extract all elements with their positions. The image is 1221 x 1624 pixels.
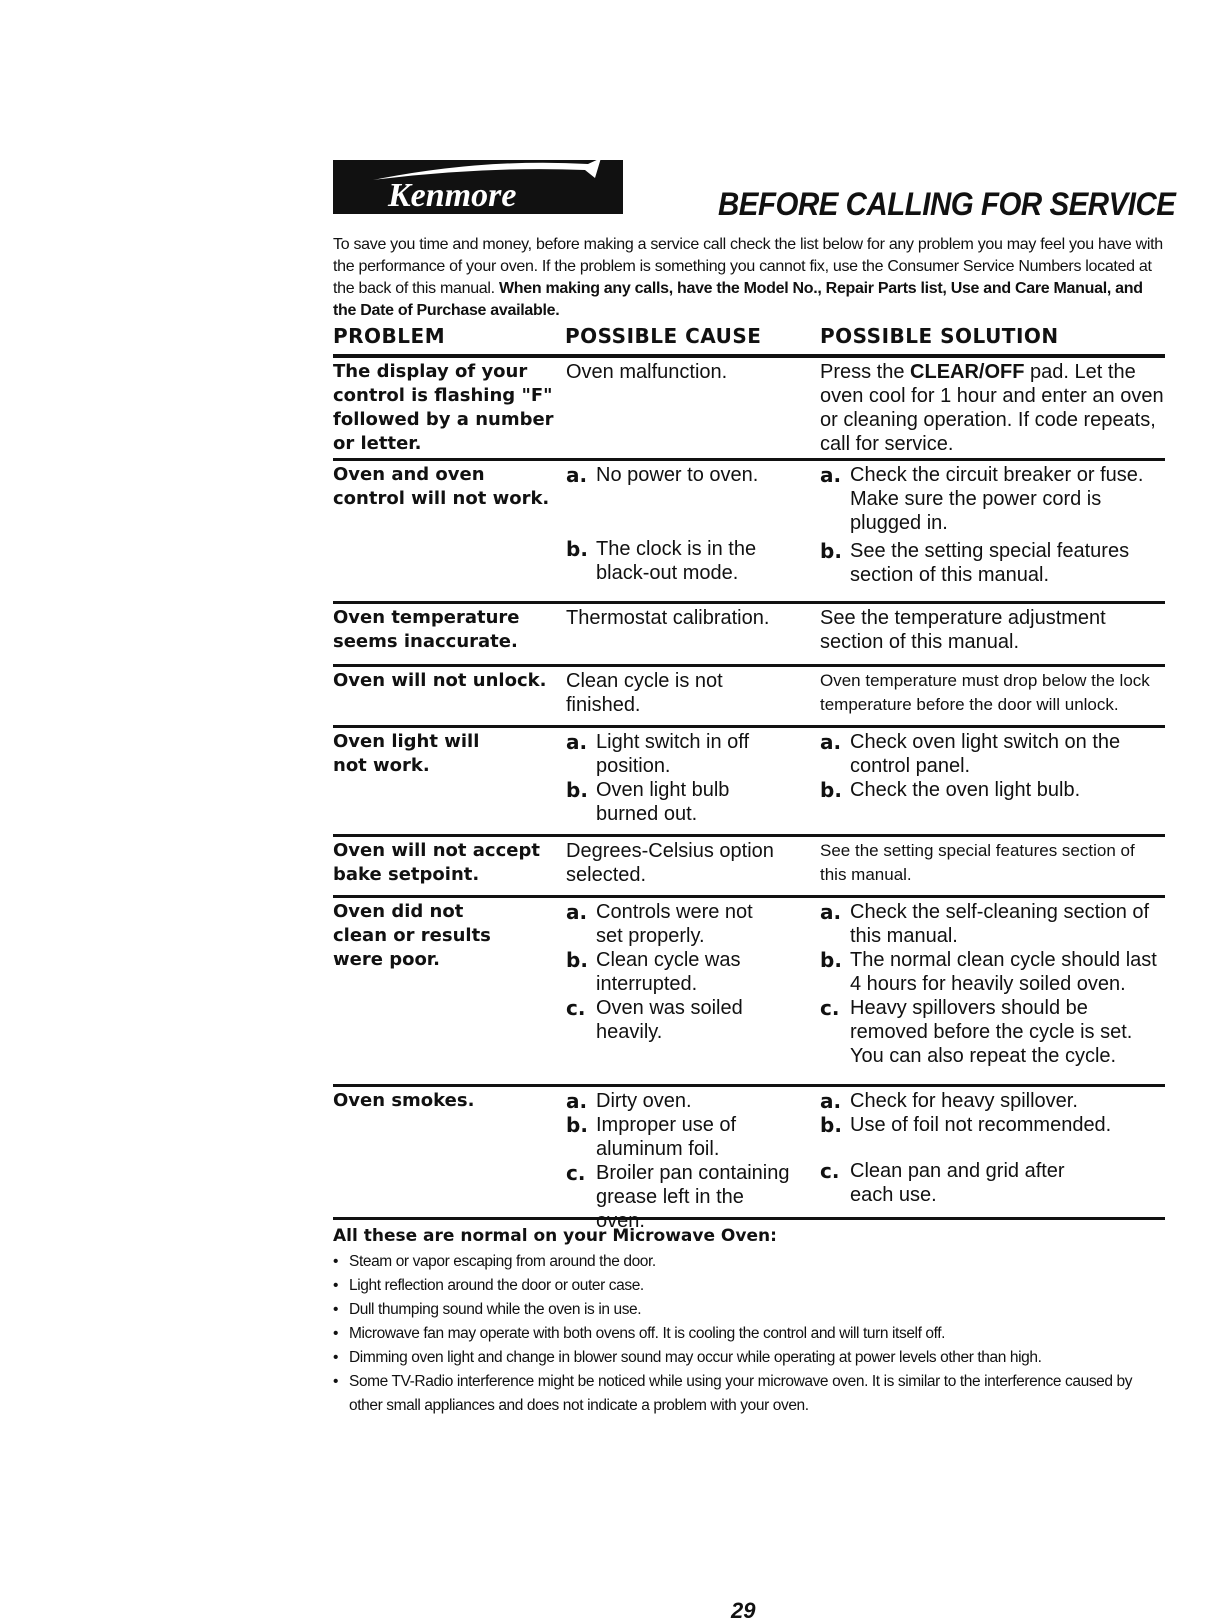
problem-cell: Oven will not accept bake setpoint. xyxy=(333,840,540,885)
item-text: Oven light bulb burned out. xyxy=(596,779,730,825)
solution-cell: Oven temperature must drop below the lock temperature before the door will unlock. xyxy=(820,671,1150,714)
item-text: Check for heavy spillover. xyxy=(850,1090,1078,1112)
cause-item xyxy=(566,537,806,585)
cause-item xyxy=(566,778,806,826)
solution-cell: See the setting special features section of this manual. xyxy=(820,841,1135,884)
solution-item xyxy=(820,778,1165,802)
solution-cell xyxy=(820,360,1165,456)
list-item: • Microwave fan may operate with both ovens off. It is cooling the control and will turn itself off. xyxy=(333,1325,946,1342)
item-marker: a. xyxy=(820,900,842,924)
cause-cell xyxy=(566,1089,806,1237)
solution-cell xyxy=(820,1089,1165,1211)
item-text: Clean cycle was interrupted. xyxy=(596,949,741,995)
item-text: Dirty oven. xyxy=(596,1090,692,1112)
list-item-text: Light reflection around the door or outer case. xyxy=(349,1277,644,1294)
problem-cell: Oven light will not work. xyxy=(333,731,480,776)
table-row xyxy=(333,898,1165,1087)
item-text: Improper use of aluminum foil. xyxy=(596,1114,737,1160)
item-text: The normal clean cycle should last 4 hours for heavily soiled oven. xyxy=(850,949,1157,995)
table-row xyxy=(333,604,1165,667)
solution-item xyxy=(820,1089,1165,1113)
item-marker: a. xyxy=(820,463,842,487)
list-item: • Dimming oven light and change in blower sound may occur while operating at power levels other than high. xyxy=(333,1349,1042,1366)
problem-cell: Oven temperature seems inaccurate. xyxy=(333,607,520,652)
table-row xyxy=(333,667,1165,728)
cause-item xyxy=(566,900,806,948)
list-item: • Light reflection around the door or outer case. xyxy=(333,1277,644,1294)
cause-cell xyxy=(566,900,806,1048)
item-text: Controls were not set properly. xyxy=(596,901,753,947)
table-row xyxy=(333,461,1165,604)
table-row xyxy=(333,837,1165,898)
cause-cell xyxy=(566,730,806,830)
solution-cell xyxy=(820,730,1165,806)
kenmore-logo xyxy=(333,158,623,216)
list-item-text: Microwave fan may operate with both ovens off. It is cooling the control and will turn itself off. xyxy=(349,1325,946,1342)
problem-cell: Oven smokes. xyxy=(333,1090,475,1111)
intro-text: To save you time and money, before making a service call check the list below for any problem you may feel you have with the performance of your oven. If the problem is something you cannot fix, use the Consumer Service Numbers located at the back of this manual. xyxy=(333,236,1163,297)
service-page xyxy=(333,158,1176,1623)
problem-cell: Oven did not clean or results were poor. xyxy=(333,901,491,970)
solution-item xyxy=(820,539,1165,587)
item-text: Clean pan and grid after each use. xyxy=(850,1160,1065,1206)
normal-section-title: All these are normal on your Microwave Oven: xyxy=(333,1226,777,1246)
item-marker: a. xyxy=(820,730,842,754)
item-marker: b. xyxy=(820,539,842,563)
header-problem: PROBLEM xyxy=(333,324,446,348)
item-text: See the setting special features section of this manual. xyxy=(850,540,1130,586)
item-marker: c. xyxy=(566,1161,586,1185)
list-item: • Dull thumping sound while the oven is in use. xyxy=(333,1301,642,1318)
cause-cell: Degrees-Celsius option selected. xyxy=(566,840,774,886)
cause-item xyxy=(566,1161,806,1233)
header-cause: POSSIBLE CAUSE xyxy=(565,324,762,348)
list-item: • Some TV-Radio interference might be noticed while using your microwave oven. It is similar to the interference caused by other small appliances and does not indicate a problem with your oven. xyxy=(333,1373,1133,1414)
cause-item xyxy=(566,730,806,778)
header-solution: POSSIBLE SOLUTION xyxy=(820,324,1059,348)
item-text: Use of foil not recommended. xyxy=(850,1114,1112,1136)
item-marker: b. xyxy=(566,1113,588,1137)
cause-item xyxy=(566,1113,806,1161)
item-text: The clock is in the black-out mode. xyxy=(596,538,757,584)
item-text: Oven was soiled heavily. xyxy=(596,997,743,1043)
item-text: Check the oven light bulb. xyxy=(850,779,1081,801)
solution-item xyxy=(820,996,1165,1068)
item-marker: c. xyxy=(820,996,840,1020)
page-header xyxy=(333,158,1176,222)
item-marker: a. xyxy=(820,1089,842,1113)
item-text: Broiler pan containing grease left in the oven. xyxy=(596,1162,790,1232)
intro-paragraph xyxy=(333,234,1165,322)
problem-cell: Oven and oven control will not work. xyxy=(333,464,550,509)
intro-bold-text: When making any calls, have the Model No., Repair Parts list, Use and Care Manual, and the Date of Purchase available. xyxy=(333,280,1143,319)
item-marker: a. xyxy=(566,900,588,924)
solution-cell xyxy=(820,463,1165,591)
list-item-text: Steam or vapor escaping from around the door. xyxy=(349,1253,656,1270)
item-marker: b. xyxy=(566,778,588,802)
item-marker: b. xyxy=(820,1113,842,1137)
solution-text: pad. Let the oven cool for 1 hour and enter an oven or cleaning operation. If code repeats, call for service. xyxy=(820,361,1164,455)
page-number: 29 xyxy=(731,1598,756,1623)
cause-item xyxy=(566,1089,806,1113)
item-marker: c. xyxy=(566,996,586,1020)
solution-item xyxy=(820,1159,1165,1207)
solution-item xyxy=(820,1113,1165,1137)
solution-item xyxy=(820,463,1165,535)
column-headers xyxy=(333,324,1165,358)
item-text: Light switch in off position. xyxy=(596,731,750,777)
item-marker: c. xyxy=(820,1159,840,1183)
item-marker: b. xyxy=(566,948,588,972)
solution-text: Press the xyxy=(820,361,911,383)
table-row xyxy=(333,358,1165,461)
page-title: BEFORE CALLING FOR SERVICE xyxy=(718,186,1176,222)
item-marker: b. xyxy=(820,778,842,802)
solution-cell xyxy=(820,900,1165,1072)
item-marker: a. xyxy=(566,463,588,487)
item-text: Check the self-cleaning section of this manual. xyxy=(850,901,1150,947)
normal-list xyxy=(333,1250,1165,1418)
table-row xyxy=(333,728,1165,837)
list-item-text: Dull thumping sound while the oven is in use. xyxy=(349,1301,642,1318)
list-item: • Steam or vapor escaping from around the door. xyxy=(333,1253,656,1270)
solution-item xyxy=(820,730,1165,778)
cause-cell: Thermostat calibration. xyxy=(566,607,770,629)
problem-cell: Oven will not unlock. xyxy=(333,670,547,691)
solution-item xyxy=(820,948,1165,996)
item-marker: b. xyxy=(566,537,588,561)
logo-text: Kenmore xyxy=(388,177,517,214)
item-marker: a. xyxy=(566,730,588,754)
cause-item xyxy=(566,948,806,996)
cause-item xyxy=(566,996,806,1044)
cause-cell: Oven malfunction. xyxy=(566,361,728,383)
item-text: Check the circuit breaker or fuse. Make sure the power cord is plugged in. xyxy=(850,464,1144,534)
item-text: Heavy spillovers should be removed before the cycle is set. You can also repeat the cycle. xyxy=(850,997,1133,1067)
solution-item xyxy=(820,900,1165,948)
cause-cell: Clean cycle is not finished. xyxy=(566,670,723,716)
table-row xyxy=(333,1087,1165,1232)
item-marker: b. xyxy=(820,948,842,972)
item-marker: a. xyxy=(566,1089,588,1113)
clear-off-label: CLEAR/OFF xyxy=(910,361,1025,383)
cause-item xyxy=(566,463,806,487)
solution-cell: See the temperature adjustment section of this manual. xyxy=(820,607,1106,653)
list-item-text: Some TV-Radio interference might be noticed while using your microwave oven. It is similar to the interference caused by other small appliances and does not indicate a problem with your oven. xyxy=(349,1373,1133,1414)
cause-cell xyxy=(566,463,806,589)
problem-cell: The display of your control is flashing "F" followed by a number or letter. xyxy=(333,361,554,454)
list-item-text: Dimming oven light and change in blower sound may occur while operating at power levels other than high. xyxy=(349,1349,1042,1366)
item-text: No power to oven. xyxy=(596,464,759,486)
item-text: Check oven light switch on the control panel. xyxy=(850,731,1121,777)
